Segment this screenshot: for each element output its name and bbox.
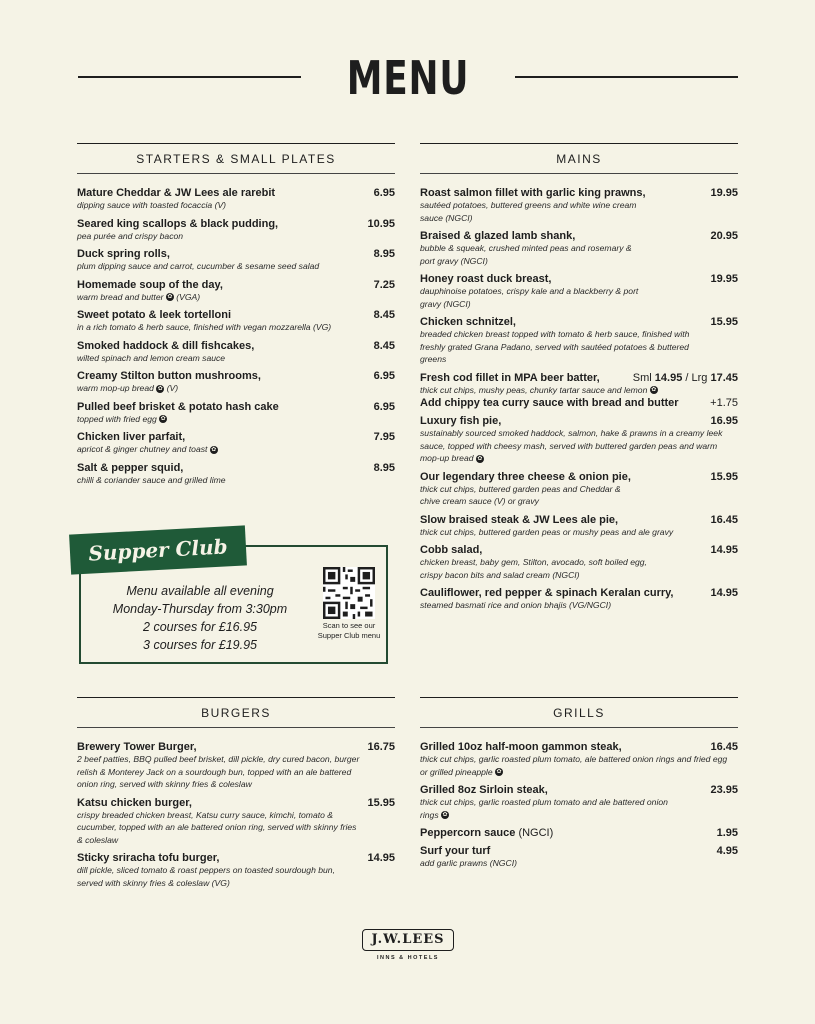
menu-item [77,309,395,334]
item-name: Luxury fish pie, [420,415,502,427]
item-price: 10.95 [367,217,395,230]
item-name: Grilled 8oz Sirloin steak, [420,784,548,796]
item-desc [77,382,395,395]
item-name: Katsu chicken burger, [77,796,192,809]
section-heading: MAINS [420,143,738,174]
item-price: 14.95 [710,587,738,599]
menu-item [77,401,395,426]
item-name: Slow braised steak & JW Lees ale pie, [420,513,619,526]
grills-section [420,697,738,876]
supper-club-box [79,534,388,664]
item-name: Chicken schnitzel, [420,316,516,328]
item-name: Cobb salad, [420,544,483,556]
mains-section [420,143,738,618]
item-desc: chicken breast, baby gem, Stilton, avocado, soft boiled egg, crispy bacon bits and salad cream (NGCI) [420,557,647,580]
item-name: Our legendary three cheese & onion pie, [420,470,631,483]
item-name-text: Peppercorn sauce [420,827,516,839]
item-desc-tail: (V) [166,383,179,393]
item-price: 8.95 [373,461,395,474]
menu-item [420,827,738,839]
starters-section [77,143,395,492]
qr-code-icon[interactable] [323,567,375,619]
menu-item [420,845,738,870]
item-desc: crispy breaded chicken breast, Katsu curry sauce, kimchi, tomato & cucumber, topped with an ale battered onion ring, served with skinny fries & coleslaw [77,809,357,845]
item-name-tail: (NGCI) [518,827,554,839]
menu-item [420,471,738,508]
item-name: Fresh cod fillet in MPA beer batter, [420,371,600,384]
menu-item [420,544,738,581]
vegan-option-icon: ✿ [211,446,217,453]
item-desc-text: topped with fried egg [77,413,157,424]
header-rule-right [515,76,738,78]
item-price: 19.95 [710,187,738,199]
item-desc [420,384,738,397]
item-desc: breaded chicken breast topped with tomato & herb sauce, finished with freshly grated Grana Padano, served with sautéed potatoes & buttered greens [420,329,690,364]
price-large: 17.45 [710,371,738,384]
item-name: Braised & glazed lamb shank, [420,230,576,242]
item-name: Brewery Tower Burger, [77,741,197,753]
menu-item [77,218,395,243]
menu-item [77,741,395,791]
supper-club-banner: Supper Club [69,525,247,574]
menu-item [420,372,738,410]
item-price: 4.95 [716,845,738,857]
menu-item [77,187,395,212]
item-desc-text: sustainably sourced smoked haddock, salmon, hake & prawns in a creamy leek sauce, topped with cheesy mash, served with buttered garden peas and warm mop-up bread [420,428,723,463]
item-price: 1.95 [716,827,738,839]
item-desc: chilli & coriander sauce and grilled lime [77,474,226,485]
menu-item [420,230,738,267]
item-desc: dauphinoise potatoes, crispy kale and a blackberry & port gravy (NGCI) [420,286,639,309]
item-addon [420,397,738,409]
item-price: 8.95 [373,248,395,260]
supper-club-details [81,582,319,654]
vegan-option-icon: ✿ [651,387,657,394]
price-separator: / [682,371,692,384]
menu-item [77,797,395,847]
item-name: Grilled 10oz half-moon gammon steak, [420,741,622,753]
item-desc: sautéed potatoes, buttered greens and white wine cream sauce (NGCI) [420,200,637,223]
menu-item [77,852,395,889]
menu-item [77,431,395,456]
item-desc: in a rich tomato & herb sauce, finished with vegan mozzarella (VG) [77,322,332,332]
item-price: 15.95 [367,796,395,809]
item-desc [77,443,395,456]
item-name: Chicken liver parfait, [77,431,186,443]
supper-line: Monday-Thursday from 3:30pm [112,602,288,616]
item-name: Sticky sriracha tofu burger, [77,852,220,864]
item-name: Smoked haddock & dill fishcakes, [77,339,255,352]
price-large-label: Lrg [691,371,708,384]
item-name: Duck spring rolls, [77,248,170,260]
item-name: Salt & pepper squid, [77,461,184,474]
item-desc: pea purée and crispy bacon [77,230,184,241]
page-title: MENU [346,51,470,105]
menu-item [77,248,395,273]
item-price: 14.95 [367,852,395,864]
menu-item [77,279,395,304]
menu-item [77,340,395,365]
item-name: Homemade soup of the day, [77,278,223,291]
menu-item [420,415,738,465]
item-price [633,372,738,384]
menu-item [420,741,738,778]
menu-item [420,273,738,310]
vegan-option-icon: ✿ [157,385,163,392]
item-price: 20.95 [710,230,738,242]
item-desc: dipping sauce with toasted focaccia (V) [77,200,227,210]
vegan-option-icon: ✿ [442,812,448,819]
item-name: Honey roast duck breast, [420,273,552,285]
item-price: 19.95 [710,273,738,285]
item-desc-text: thick cut chips, garlic roasted plum tomato and ale battered onion rings [420,797,668,820]
item-name: Cauliflower, red pepper & spinach Keralan curry, [420,587,674,599]
item-desc-tail: (VGA) [176,291,201,302]
menu-item [420,587,738,612]
menu-item [420,784,738,821]
item-price: 8.45 [373,309,395,321]
item-desc: steamed basmati rice and onion bhajis (VG/NGCI) [420,600,612,610]
item-price: 23.95 [710,784,738,796]
item-name: Surf your turf [420,845,491,857]
item-desc: thick cut chips, buttered garden peas and Cheddar & chive cream sauce (V) or gravy [420,483,621,506]
item-desc: plum dipping sauce and carrot, cucumber & sesame seed salad [77,261,320,271]
item-desc-text: thick cut chips, mushy peas, chunky tartar sauce and lemon [420,384,648,395]
menu-item [420,187,738,224]
burgers-section [77,697,395,895]
item-price: 16.95 [710,415,738,427]
item-price: 7.25 [373,278,395,291]
item-desc [77,291,395,304]
item-price: 6.95 [373,400,395,413]
item-name: Seared king scallops & black pudding, [77,217,279,230]
qr-caption: Scan to see our Supper Club menu [317,621,381,640]
item-price: 15.95 [710,470,738,483]
item-desc: bubble & squeak, crushed minted peas and rosemary & port gravy (NGCI) [420,243,632,266]
item-price: 16.45 [710,513,738,526]
menu-item [420,316,738,366]
menu-header [78,52,738,108]
item-desc: 2 beef patties, BBQ pulled beef brisket, dill pickle, dry cured bacon, burger relish & Monterey Jack on a sourdough bun, topped with an ale battered onion ring, served with skinny fries & coleslaw [77,754,360,789]
vegan-option-icon: ✿ [160,416,166,423]
item-name: Creamy Stilton button mushrooms, [77,370,261,382]
item-desc-text: apricot & ginger chutney and toast [77,444,208,454]
item-desc-text: warm mop-up bread [77,383,154,393]
vegan-option-icon: ✿ [167,294,173,301]
brand-logo [362,929,454,961]
section-heading: GRILLS [420,697,738,728]
item-price: 16.75 [367,741,395,753]
price-small: 14.95 [654,371,683,384]
menu-item [420,514,738,539]
item-price: 14.95 [710,544,738,556]
price-small-label: Sml [632,371,652,384]
item-desc [420,753,738,778]
vegan-option-icon: ✿ [477,455,483,462]
item-name: Pulled beef brisket & potato hash cake [77,400,279,413]
supper-line: 2 courses for £16.95 [143,620,257,634]
item-desc [420,796,738,821]
item-desc [77,413,395,426]
item-price: 8.45 [373,339,395,352]
item-desc: thick cut chips, buttered garden peas or mushy peas and ale gravy [420,526,674,537]
addon-price: +1.75 [710,397,738,409]
item-price: 6.95 [373,187,395,199]
item-desc: add garlic prawns (NGCI) [420,858,517,868]
menu-item [77,370,395,395]
item-desc-text: warm bread and butter [77,291,164,302]
item-price: 15.95 [710,316,738,328]
item-desc: dill pickle, sliced tomato & roast peppers on toasted sourdough bun, served with skinny fries & coleslaw (VG) [77,865,335,888]
item-name: Roast salmon fillet with garlic king prawns, [420,187,646,199]
item-price: 6.95 [373,370,395,382]
item-desc-text: thick cut chips, garlic roasted plum tomato, ale battered onion rings and fried egg or grilled pineapple [420,754,728,777]
item-name: Sweet potato & leek tortelloni [77,309,232,321]
item-name: Mature Cheddar & JW Lees ale rarebit [77,187,276,199]
item-desc [420,427,738,465]
item-desc: wilted spinach and lemon cream sauce [77,352,226,363]
section-heading: STARTERS & SMALL PLATES [77,143,395,174]
menu-item [77,462,395,487]
item-price: 16.45 [710,741,738,753]
addon-label: Add chippy tea curry sauce with bread and butter [420,397,679,409]
supper-line: Menu available all evening [126,584,274,598]
item-price: 7.95 [373,431,395,443]
vegan-option-icon: ✿ [496,769,502,776]
brand-subtitle: INNS & HOTELS [377,955,439,961]
section-heading: BURGERS [77,697,395,728]
supper-line: 3 courses for £19.95 [143,638,257,652]
item-name [420,827,553,839]
brand-wordmark: J.W.LEES [362,929,454,951]
